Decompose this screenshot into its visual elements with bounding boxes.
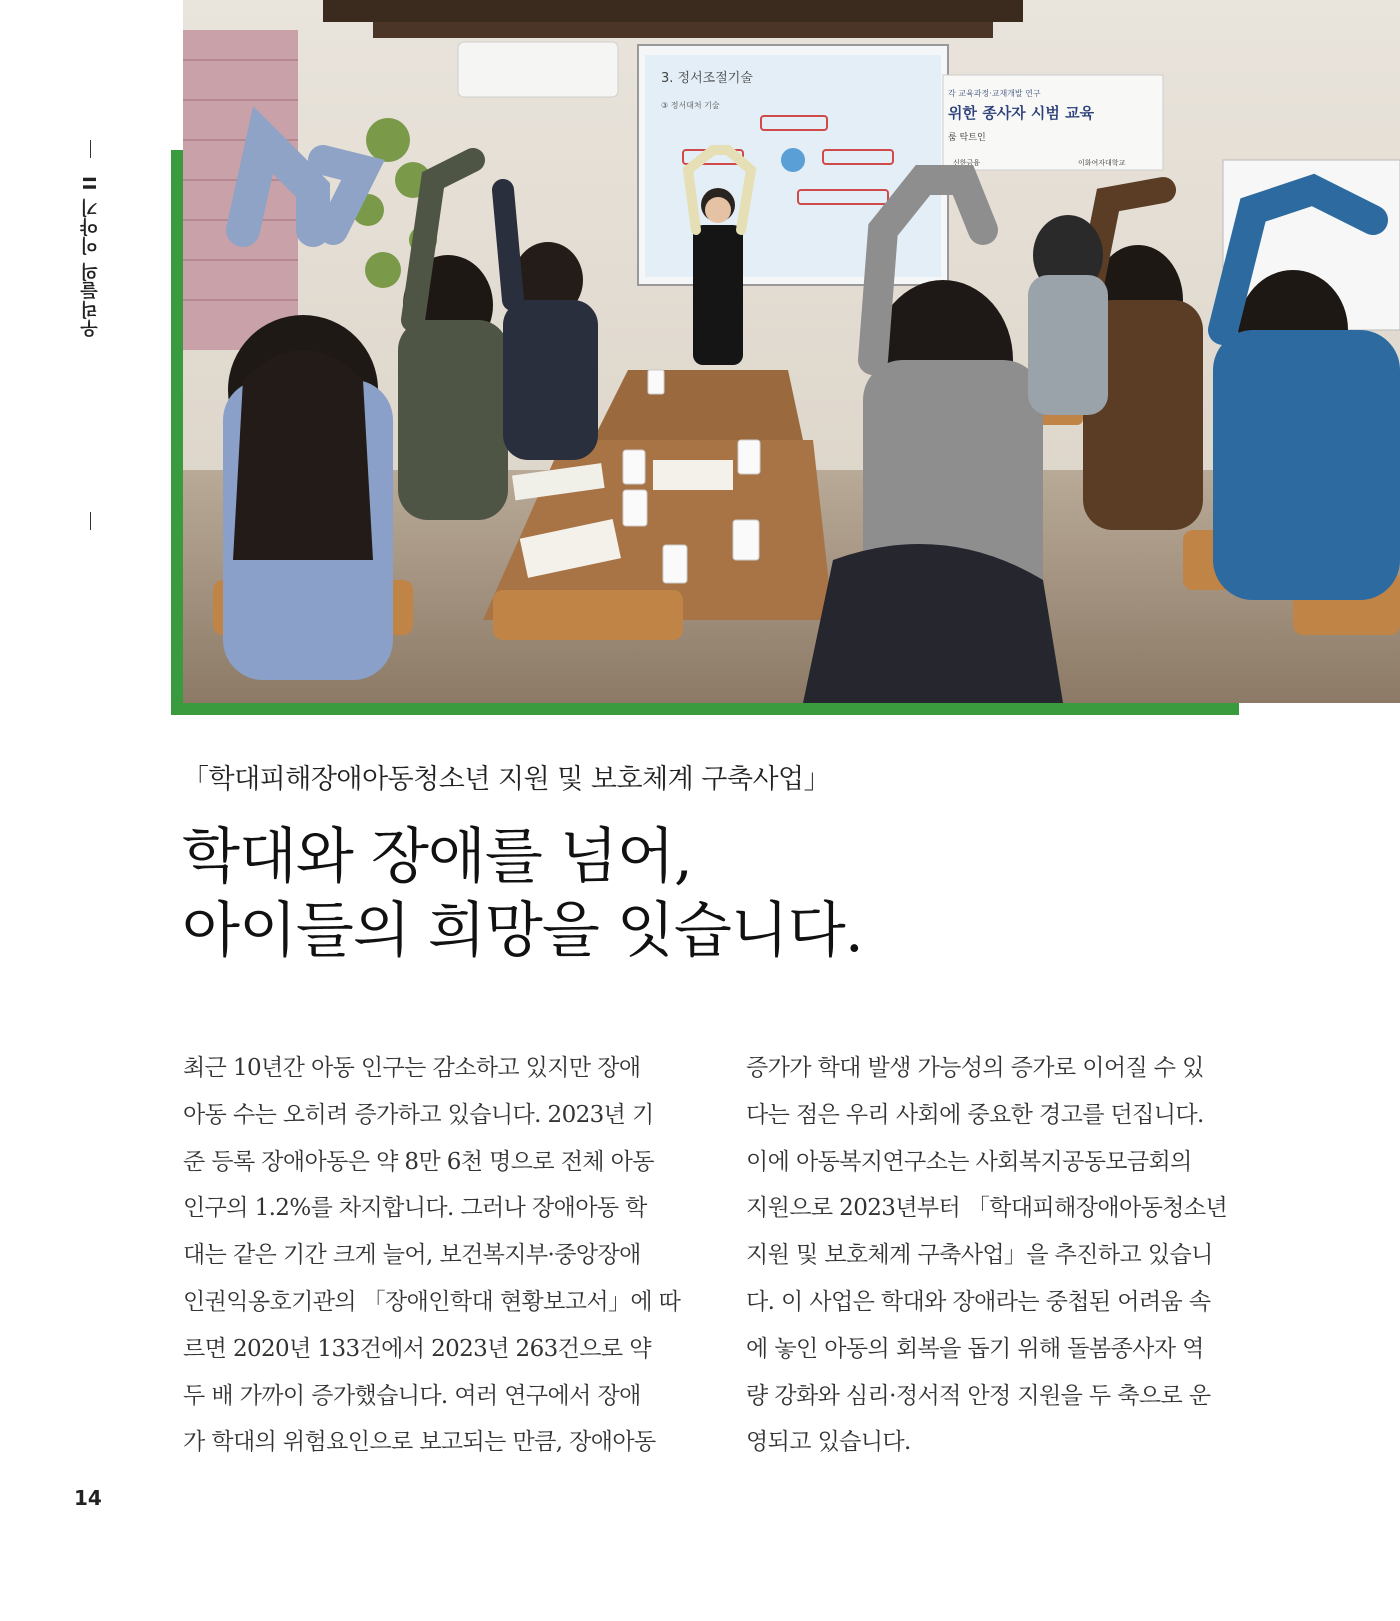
body-line: 대는 같은 기간 크게 늘어, 보건복지부·중앙장애 [183, 1242, 641, 1269]
body-line: 르면 2020년 133건에서 2023년 263건으로 약 [183, 1335, 651, 1362]
body-line: 아동 수는 오히려 증가하고 있습니다. 2023년 기 [183, 1101, 654, 1128]
body-line: 증가가 학대 발생 가능성의 증가로 이어질 수 있 [746, 1055, 1204, 1081]
body-line: 다는 점은 우리 사회에 중요한 경고를 던집니다. [746, 1101, 1204, 1128]
slide-title: 3. 정서조절기술 [661, 71, 753, 86]
body-line: 영되고 있습니다. [746, 1429, 911, 1456]
body-line: 인권익옹호기관의 「장애인학대 현황보고서」에 따 [183, 1288, 681, 1315]
workshop-photo [183, 0, 1400, 703]
headline-line-2: 아이들의 희망을 잇습니다. [182, 896, 863, 966]
body-line: 량 강화와 심리·정서적 안정 지원을 두 축으로 운 [746, 1382, 1211, 1409]
body-line: 다. 이 사업은 학대와 장애라는 중첩된 어려움 속 [746, 1288, 1211, 1315]
banner-line3: 룸 탁트인 [948, 133, 986, 143]
body-line: 에 놓인 아동의 회복을 돕기 위해 돌봄종사자 역 [746, 1335, 1204, 1362]
banner-logo-left: 신한금융 [953, 159, 981, 167]
side-label-rule-bottom [90, 512, 91, 530]
headline-line-1: 학대와 장애를 넘어, [182, 822, 692, 892]
side-label-rule-top [90, 140, 91, 158]
body-line: 두 배 가까이 증가했습니다. 여러 연구에서 장애 [183, 1382, 641, 1409]
article-headline [182, 820, 1242, 968]
body-line: 최근 10년간 아동 인구는 감소하고 있지만 장애 [183, 1055, 641, 1081]
photo-frame-left [171, 150, 183, 715]
body-line: 가 학대의 위험요인으로 보고되는 만큼, 장애아동 [183, 1429, 656, 1456]
body-line: 준 등록 장애아동은 약 8만 6천 명으로 전체 아동 [183, 1148, 654, 1175]
banner-line1: 각 교육과정·교재개발 연구 [948, 89, 1041, 98]
body-line: 지원으로 2023년부터 「학대피해장애아동청소년 [746, 1195, 1228, 1222]
banner-logo-right: 이화여자대학교 [1078, 159, 1126, 167]
banner-line2: 위한 종사자 시범 교육 [948, 104, 1095, 122]
body-line: 지원 및 보호체계 구축사업」을 추진하고 있습니 [746, 1242, 1213, 1269]
project-subtitle: 「학대피해장애아동청소년 지원 및 보호체계 구축사업」 [182, 764, 831, 795]
page-number: 14 [74, 1486, 102, 1510]
photo-frame-bottom [171, 703, 1239, 715]
body-column-right [746, 1045, 1251, 1466]
slide-subtitle: ③ 정서대처 기술 [661, 101, 720, 110]
body-line: 이에 아동복지연구소는 사회복지공동모금회의 [746, 1148, 1192, 1175]
body-column-left [183, 1045, 688, 1466]
section-label: 우리들의 이야기 II [80, 175, 101, 338]
body-line: 인구의 1.2%를 차지합니다. 그러나 장애아동 학 [183, 1195, 647, 1222]
